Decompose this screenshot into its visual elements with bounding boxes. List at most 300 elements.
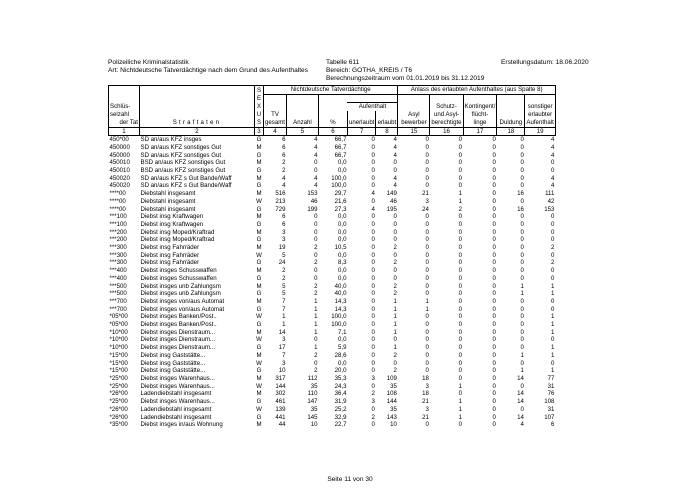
row-legal: 0 (393, 220, 397, 228)
column-number: 1 (109, 127, 140, 136)
row-legal: 4 (393, 151, 397, 159)
row-sex: W (256, 405, 262, 413)
row-asylum: 21 (422, 190, 429, 198)
row-key: ***100 (109, 220, 127, 228)
row-percent: 66,7 (334, 136, 347, 144)
row-protected: 0 (458, 151, 463, 159)
row-key: *10*00 (109, 344, 128, 352)
row-tv-total: 516 (275, 190, 286, 198)
table-row (109, 336, 556, 344)
row-illegal: 0 (371, 351, 375, 359)
header-cell (497, 103, 525, 111)
row-other: 4 (550, 143, 555, 151)
row-sex: G (256, 205, 262, 213)
row-asylum: 1 (425, 305, 429, 313)
row-asylum: 0 (425, 159, 429, 167)
row-offence: Diebst insg Fahrräder (140, 259, 200, 267)
row-sex: W (256, 251, 262, 259)
row-illegal: 0 (371, 274, 375, 282)
row-offence: SD an/aus KFZ insges (140, 136, 202, 144)
row-other: 1 (550, 313, 555, 321)
row-offence: Diebst insges Dienstraum... (140, 336, 216, 344)
row-illegal: 3 (371, 398, 375, 406)
row-sex: M (256, 390, 262, 398)
row-offence: Diebst insges in/aus Wohnung (140, 421, 223, 429)
row-count: 35 (310, 405, 318, 413)
header-cell (286, 103, 318, 111)
row-illegal: 0 (371, 159, 375, 167)
row-other: 0 (550, 336, 555, 344)
row-legal: 4 (393, 182, 397, 190)
row-asylum: 0 (425, 213, 429, 221)
row-illegal: 0 (371, 421, 375, 429)
tolerance-header: Duldung (497, 119, 525, 127)
row-protected: 1 (458, 382, 463, 390)
row-count: 1 (314, 321, 318, 329)
row-quota: 0 (492, 244, 496, 252)
row-illegal: 0 (371, 328, 375, 336)
row-legal: 1 (393, 305, 397, 313)
group-header-residence-reason: Anlass des erlaubten Aufenthaltes (aus Spalte 8) (398, 86, 555, 95)
row-illegal: 4 (371, 205, 375, 213)
table-row (109, 421, 556, 429)
row-percent: 8,3 (338, 259, 347, 267)
row-asylum: 0 (425, 143, 429, 151)
row-legal: 143 (386, 413, 397, 421)
row-protected: 0 (458, 328, 463, 336)
row-asylum: 3 (425, 197, 429, 205)
row-sex: G (256, 151, 262, 159)
quota-header-1: Kontingent/ (464, 103, 496, 111)
row-other: 4 (550, 151, 555, 159)
row-quota: 0 (492, 190, 496, 198)
row-count: 4 (314, 174, 318, 182)
row-other: 0 (550, 274, 555, 282)
row-tolerated: 0 (520, 267, 524, 275)
row-sex: G (256, 290, 262, 298)
row-quota: 0 (492, 197, 496, 205)
table-row (109, 306, 556, 314)
row-tolerated: 0 (520, 167, 524, 175)
row-sex: G (256, 182, 262, 190)
row-key: *25*00 (109, 382, 128, 390)
table-row (109, 290, 556, 298)
row-count: 4 (314, 182, 318, 190)
row-other: 77 (547, 375, 555, 382)
row-quota: 0 (492, 213, 496, 221)
row-count: 0 (314, 167, 318, 175)
row-key: ***200 (109, 228, 127, 236)
row-key: 450*00 (109, 136, 129, 144)
row-tolerated: 0 (520, 174, 524, 182)
row-offence: SD an/aus KFZ s Gut Bande/Waff (140, 174, 232, 182)
row-quota: 0 (492, 375, 496, 382)
group-header-suspects: Nichtdeutsche Tatverdächtige (264, 86, 398, 95)
row-percent: 0,0 (338, 167, 347, 175)
column-number: 8 (376, 127, 398, 136)
row-tolerated: 0 (520, 228, 524, 236)
row-other: 0 (550, 220, 555, 228)
row-offence: Diebst insg Kraftwagen (140, 213, 204, 221)
table-row (109, 375, 556, 383)
row-percent: 25,2 (334, 405, 347, 413)
row-other: 76 (547, 390, 555, 398)
row-key: *25*00 (109, 398, 128, 406)
table-row (109, 213, 556, 221)
row-offence: Diebst insges von/aus Automat (140, 305, 225, 313)
row-offence: Diebstahl insgesamt (140, 190, 196, 198)
row-count: 4 (314, 151, 318, 159)
row-illegal: 0 (371, 244, 375, 252)
page-footer: Seite 11 von 30 (327, 476, 373, 483)
row-percent: 0,0 (338, 267, 347, 275)
tv-header-2: gesamt (265, 118, 285, 126)
row-count: 1 (314, 305, 318, 313)
row-tolerated: 14 (517, 390, 524, 398)
row-quota: 0 (492, 328, 496, 336)
row-quota: 0 (492, 282, 496, 290)
row-protected: 0 (458, 290, 463, 298)
header-cell (109, 86, 140, 95)
row-other: 107 (544, 413, 555, 421)
row-asylum: 0 (425, 251, 429, 259)
row-key: ***400 (109, 274, 127, 282)
row-legal: 0 (393, 359, 397, 367)
sex-header-e: E (255, 94, 264, 103)
row-key: *25*00 (109, 375, 128, 382)
row-quota: 0 (492, 297, 496, 305)
row-tv-total: 2 (282, 267, 286, 275)
row-percent: 35,3 (334, 375, 347, 382)
table-row (109, 152, 556, 160)
row-tolerated: 0 (520, 236, 524, 244)
row-tv-total: 44 (278, 421, 286, 429)
row-tv-total: 1 (282, 321, 286, 329)
row-tv-total: 10 (278, 367, 286, 375)
row-tv-total: 6 (282, 143, 286, 151)
row-key: ***300 (109, 259, 127, 267)
row-offence: Diebst insges unb Zahlungsm (140, 290, 221, 298)
row-percent: 0,0 (338, 159, 347, 167)
row-quota: 0 (492, 405, 496, 413)
row-tolerated: 16 (517, 205, 524, 213)
row-count: 1 (314, 328, 318, 336)
row-offence: Diebst insges von/aus Automat (140, 297, 225, 305)
row-other: 0 (550, 213, 555, 221)
row-key: ***500 (109, 282, 127, 290)
row-percent: 5,9 (338, 344, 347, 352)
row-asylum: 0 (425, 267, 429, 275)
row-tolerated: 0 (520, 259, 524, 267)
row-count: 110 (307, 390, 318, 398)
row-protected: 0 (458, 267, 463, 275)
row-key: *05*00 (109, 321, 128, 329)
report-area: Bereich: GOTHA_KREIS / T6 (326, 67, 412, 74)
row-count: 2 (314, 244, 318, 252)
row-legal: 1 (393, 321, 397, 329)
header-cell (497, 94, 525, 103)
row-other: 4 (550, 182, 555, 190)
row-sex: M (256, 282, 262, 290)
row-tv-total: 6 (282, 151, 286, 159)
row-legal: 46 (390, 197, 397, 205)
row-quota: 0 (492, 413, 496, 421)
table-row (109, 221, 556, 229)
header-cell (264, 103, 287, 111)
row-illegal: 4 (371, 190, 375, 198)
row-key: *26*00 (109, 413, 128, 421)
row-protected: 0 (458, 167, 463, 175)
row-other: 42 (547, 197, 555, 205)
row-count: 2 (314, 351, 318, 359)
table-row (109, 390, 556, 398)
row-asylum: 0 (425, 274, 429, 282)
row-tolerated: 0 (520, 328, 524, 336)
row-sex: G (256, 398, 262, 406)
row-sex: G (256, 344, 262, 352)
row-count: 2 (314, 290, 318, 298)
row-tv-total: 729 (275, 205, 286, 213)
row-legal: 2 (393, 367, 397, 375)
row-illegal: 0 (371, 405, 375, 413)
row-protected: 0 (458, 259, 463, 267)
row-tolerated: 0 (520, 159, 524, 167)
row-quota: 0 (492, 236, 496, 244)
row-legal: 4 (393, 136, 397, 144)
row-count: 0 (314, 267, 318, 275)
row-offence: SD an/aus KFZ sonstiges Gut (140, 151, 222, 159)
row-sex: W (256, 336, 262, 344)
table-row (109, 229, 556, 237)
row-quota: 0 (492, 313, 496, 321)
row-count: 145 (307, 413, 318, 421)
row-protected: 0 (458, 182, 463, 190)
row-percent: 31,9 (334, 398, 347, 406)
row-tv-total: 3 (282, 336, 286, 344)
row-legal: 1 (393, 344, 397, 352)
row-quota: 0 (492, 151, 496, 159)
row-quota: 0 (492, 167, 496, 175)
row-illegal: 2 (371, 413, 375, 421)
row-sex: W (256, 382, 262, 390)
row-asylum: 0 (425, 259, 429, 267)
row-tv-total: 461 (275, 398, 286, 406)
row-legal: 0 (393, 274, 397, 282)
row-other: 2 (550, 259, 555, 267)
row-tv-total: 7 (282, 305, 286, 313)
row-quota: 0 (492, 205, 496, 213)
row-percent: 0,0 (338, 228, 347, 236)
row-sex: G (256, 413, 262, 421)
row-offence: Diebst insg Moped/Kraftrad (140, 228, 215, 236)
row-tv-total: 317 (275, 375, 286, 382)
row-percent: 21,6 (334, 197, 347, 205)
table-row (109, 313, 556, 321)
row-tv-total: 24 (278, 259, 286, 267)
row-illegal: 0 (371, 220, 375, 228)
row-key: ***700 (109, 297, 127, 305)
row-tolerated: 0 (520, 244, 524, 252)
row-quota: 0 (492, 274, 496, 282)
row-other: 0 (550, 267, 555, 275)
row-other: 0 (550, 305, 555, 313)
row-asylum: 0 (425, 220, 429, 228)
row-legal: 108 (386, 390, 397, 398)
row-percent: 32,9 (334, 413, 347, 421)
header-cell (376, 111, 398, 119)
row-tolerated: 0 (520, 321, 524, 329)
row-legal: 0 (393, 251, 397, 259)
row-percent: 0,0 (338, 359, 347, 367)
row-sex: M (256, 297, 262, 305)
row-key: 450000 (109, 143, 130, 151)
row-percent: 28,6 (334, 351, 347, 359)
table-row (109, 267, 556, 275)
row-key: ***700 (109, 305, 127, 313)
row-protected: 0 (458, 351, 463, 359)
row-quota: 0 (492, 421, 496, 429)
row-percent: 0,0 (338, 220, 347, 228)
row-other: 1 (550, 351, 555, 359)
column-number: 17 (463, 127, 497, 136)
row-tv-total: 1 (282, 313, 286, 321)
row-offence: Diebst insges unb Zahlungsm (140, 282, 221, 290)
row-tv-total: 4 (282, 174, 286, 182)
row-protected: 0 (458, 220, 463, 228)
row-tolerated: 0 (520, 297, 524, 305)
legal-header: erlaubt (377, 118, 397, 126)
row-asylum: 0 (425, 182, 429, 190)
row-key: 450010 (109, 167, 130, 175)
row-offence: SD an/aus KFZ sonstiges Gut (140, 143, 222, 151)
row-count: 153 (307, 190, 318, 198)
row-other: 0 (550, 251, 555, 259)
row-illegal: 0 (371, 259, 375, 267)
row-percent: 0,0 (338, 213, 347, 221)
row-quota: 0 (492, 359, 496, 367)
row-asylum: 0 (425, 282, 429, 290)
row-other: 31 (547, 405, 555, 413)
row-count: 112 (307, 375, 318, 382)
row-count: 1 (314, 344, 318, 352)
row-key: 450000 (109, 151, 130, 159)
other-header-1: sonstiger (525, 103, 555, 111)
row-offence: Diebstahl insgesamt (140, 197, 196, 205)
row-count: 0 (314, 251, 318, 259)
row-tv-total: 19 (278, 244, 286, 252)
row-illegal: 0 (371, 174, 375, 182)
row-offence: Diebst insg Fahrräder (140, 244, 200, 252)
row-tv-total: 5 (282, 282, 286, 290)
table-row (109, 167, 556, 175)
row-asylum: 0 (425, 290, 429, 298)
row-percent: 10,5 (334, 244, 347, 252)
row-tv-total: 139 (275, 405, 286, 413)
row-offence: Diebst insges Schusswaffen (140, 267, 217, 275)
row-count: 0 (314, 336, 318, 344)
row-illegal: 3 (371, 375, 375, 382)
row-tv-total: 5 (282, 290, 286, 298)
row-tolerated: 4 (520, 421, 524, 429)
row-legal: 0 (393, 236, 397, 244)
header-cell (430, 94, 463, 103)
row-tolerated: 0 (520, 305, 524, 313)
row-other: 0 (550, 228, 555, 236)
other-header-3: Aufenthalt (526, 118, 554, 126)
row-legal: 2 (393, 351, 397, 359)
row-offence: Diebst insg Fahrräder (140, 251, 200, 259)
row-tv-total: 441 (275, 413, 286, 421)
row-legal: 4 (393, 174, 397, 182)
row-illegal: 0 (371, 297, 375, 305)
row-asylum: 3 (425, 382, 429, 390)
table-row (109, 236, 556, 244)
statistics-table (108, 85, 556, 429)
row-other: 4 (550, 174, 555, 182)
row-sex: W (256, 197, 262, 205)
row-legal: 109 (386, 375, 397, 382)
row-tolerated: 1 (520, 351, 524, 359)
row-count: 0 (314, 274, 318, 282)
row-asylum: 18 (422, 390, 429, 398)
row-key: ****00 (109, 197, 126, 205)
row-tolerated: 16 (517, 190, 524, 198)
percent-header: % (318, 119, 347, 127)
row-tolerated: 0 (520, 143, 524, 151)
header-cell (347, 94, 397, 103)
row-sex: G (256, 220, 262, 228)
row-offence: Diebst insges Banken/Post.. (140, 321, 217, 329)
header-cell (318, 94, 347, 103)
column-number: 7 (347, 127, 375, 136)
header-cell (286, 111, 318, 119)
row-percent: 20,0 (334, 367, 347, 375)
row-count: 1 (314, 297, 318, 305)
row-protected: 0 (458, 297, 463, 305)
row-count: 1 (314, 313, 318, 321)
row-protected: 0 (458, 213, 463, 221)
column-number: 19 (525, 127, 555, 136)
row-protected: 0 (458, 159, 463, 167)
row-legal: 2 (393, 290, 397, 298)
row-protected: 0 (458, 359, 463, 367)
row-key: *26*00 (109, 390, 128, 398)
key-header-3: der Tat (109, 119, 140, 127)
column-number-row (109, 127, 556, 136)
row-illegal: 0 (371, 359, 375, 367)
row-percent: 22,7 (334, 421, 347, 429)
sex-header-x: X (255, 103, 264, 111)
row-other: 1 (550, 282, 555, 290)
row-asylum: 0 (425, 136, 429, 144)
table-row (109, 329, 556, 337)
column-number: 16 (430, 127, 463, 136)
row-key: *15*00 (109, 351, 128, 359)
row-illegal: 0 (371, 143, 375, 151)
row-key: ***300 (109, 251, 127, 259)
row-percent: 0,0 (338, 251, 347, 259)
table-row (109, 352, 556, 360)
row-sex: G (256, 259, 262, 267)
row-illegal: 0 (371, 321, 375, 329)
row-protected: 0 (458, 251, 463, 259)
row-percent: 24,3 (334, 382, 347, 390)
row-quota: 0 (492, 382, 496, 390)
row-offence: Diebst insges Warenhaus... (140, 375, 215, 382)
row-illegal: 0 (371, 228, 375, 236)
row-other: 0 (550, 159, 555, 167)
table-row (109, 406, 556, 414)
